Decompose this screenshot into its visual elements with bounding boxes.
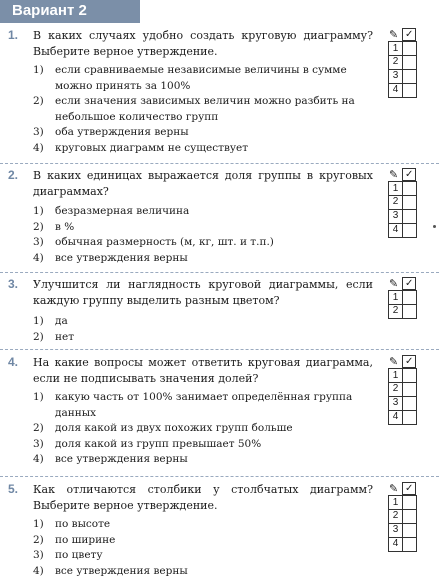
answer-grid	[388, 168, 430, 237]
options-list	[33, 63, 375, 156]
options-list	[33, 204, 375, 266]
option-1: 1) по высоте	[33, 518, 111, 530]
answer-checkbox[interactable]	[403, 368, 417, 383]
option-1: 1) да	[33, 315, 68, 327]
answer-row-3[interactable]: 3	[388, 523, 430, 537]
question-number: 3.	[8, 277, 19, 291]
answer-checkbox[interactable]	[403, 509, 417, 524]
pencil-cross-icon: ✎	[389, 277, 399, 290]
answer-checkbox[interactable]	[403, 223, 417, 238]
question-text: На какие вопросы может ответить круговая диаграмма, если не подписывать значения долей?	[33, 356, 373, 385]
answer-checkbox[interactable]	[403, 41, 417, 56]
answer-checkbox[interactable]	[403, 209, 417, 224]
answer-checkbox[interactable]	[403, 410, 417, 425]
option-1: 1) какую часть от 100% занимает определённая группа данных	[33, 391, 353, 419]
question-text: Улучшится ли наглядность круговой диаграммы, если каждую группу выделить разным цветом?	[33, 278, 373, 307]
option-2: 2) по ширине	[33, 533, 116, 546]
answer-grid	[388, 277, 430, 318]
answer-row-2[interactable]: 2	[388, 382, 430, 396]
answer-checkbox[interactable]	[403, 195, 417, 210]
answer-row-3[interactable]: 3	[388, 69, 430, 83]
pencil-cross-icon: ✎	[389, 168, 399, 181]
separator	[0, 163, 439, 164]
checkmark-icon: ✓	[402, 28, 416, 41]
options-list	[33, 314, 375, 345]
answer-checkbox[interactable]	[403, 304, 417, 319]
option-2: 2) в %	[33, 220, 75, 233]
question-text: В каких случаях удобно создать круговую диаграмму? Выберите верное утверждение.	[33, 29, 373, 58]
answer-checkbox[interactable]	[403, 181, 417, 196]
answer-row-1[interactable]: 1	[388, 181, 430, 195]
question-number: 5.	[8, 482, 19, 496]
option-1: 1) если сравниваемые независимые величины в сумме можно принять за 100%	[33, 64, 347, 92]
question-number: 4.	[8, 355, 19, 369]
variant-title: Вариант 2	[12, 2, 87, 19]
checkmark-icon: ✓	[402, 482, 416, 495]
question-number: 1.	[8, 28, 19, 42]
option-3: 3) оба утверждения верны	[33, 126, 189, 138]
options-list	[33, 517, 375, 579]
answer-row-2[interactable]: 2	[388, 195, 430, 209]
separator	[0, 476, 439, 477]
separator	[0, 272, 439, 273]
answer-row-3[interactable]: 3	[388, 209, 430, 223]
question-text: В каких единицах выражается доля группы в круговых диаграммах?	[33, 169, 373, 198]
option-3: 3) доля какой из групп превышает 50%	[33, 437, 262, 450]
option-3: 3) по цвету	[33, 549, 103, 561]
pencil-cross-icon: ✎	[389, 482, 399, 495]
checkmark-icon: ✓	[402, 277, 416, 290]
answer-row-1[interactable]: 1	[388, 290, 430, 304]
answer-grid	[388, 355, 430, 424]
answer-row-4[interactable]: 4	[388, 223, 430, 237]
option-4: 4) все утверждения верны	[33, 564, 188, 577]
option-3: 3) обычная размерность (м, кг, шт. и т.п.)	[33, 236, 274, 248]
answer-row-4[interactable]: 4	[388, 537, 430, 551]
answer-row-2[interactable]: 2	[388, 304, 430, 318]
answer-checkbox[interactable]	[403, 537, 417, 552]
pencil-cross-icon: ✎	[389, 28, 399, 41]
answer-row-1[interactable]: 1	[388, 368, 430, 382]
answer-checkbox[interactable]	[403, 523, 417, 538]
answer-grid	[388, 28, 430, 97]
option-4: 4) все утверждения верны	[33, 453, 188, 465]
answer-row-4[interactable]: 4	[388, 83, 430, 97]
answer-checkbox[interactable]	[403, 290, 417, 305]
answer-row-2[interactable]: 2	[388, 55, 430, 69]
option-1: 1) безразмерная величина	[33, 205, 190, 217]
checkmark-icon: ✓	[402, 168, 416, 181]
question-number: 2.	[8, 168, 19, 182]
checkmark-icon: ✓	[402, 355, 416, 368]
question-text: Как отличаются столбики у столбчатых диаграмм? Выберите верное утверждение.	[33, 483, 373, 512]
answer-row-2[interactable]: 2	[388, 509, 430, 523]
option-2: 2) нет	[33, 330, 75, 343]
answer-checkbox[interactable]	[403, 83, 417, 98]
separator	[0, 349, 439, 350]
option-4: 4) круговых диаграмм не существует	[33, 141, 249, 154]
pencil-cross-icon: ✎	[389, 355, 399, 368]
option-2: 2) если значения зависимых величин можно разбить на небольшое количество групп	[33, 95, 355, 123]
answer-grid	[388, 482, 430, 551]
answer-row-3[interactable]: 3	[388, 396, 430, 410]
variant-banner	[0, 0, 140, 23]
answer-row-1[interactable]: 1	[388, 41, 430, 55]
option-2: 2) доля какой из двух похожих групп больше	[33, 422, 293, 434]
answer-checkbox[interactable]	[403, 69, 417, 84]
answer-row-1[interactable]: 1	[388, 495, 430, 509]
answer-checkbox[interactable]	[403, 396, 417, 411]
answer-checkbox[interactable]	[403, 382, 417, 397]
answer-checkbox[interactable]	[403, 495, 417, 510]
stray-dot	[433, 225, 436, 228]
option-4: 4) все утверждения верны	[33, 251, 188, 264]
answer-checkbox[interactable]	[403, 55, 417, 70]
answer-row-4[interactable]: 4	[388, 410, 430, 424]
options-list	[33, 390, 375, 468]
